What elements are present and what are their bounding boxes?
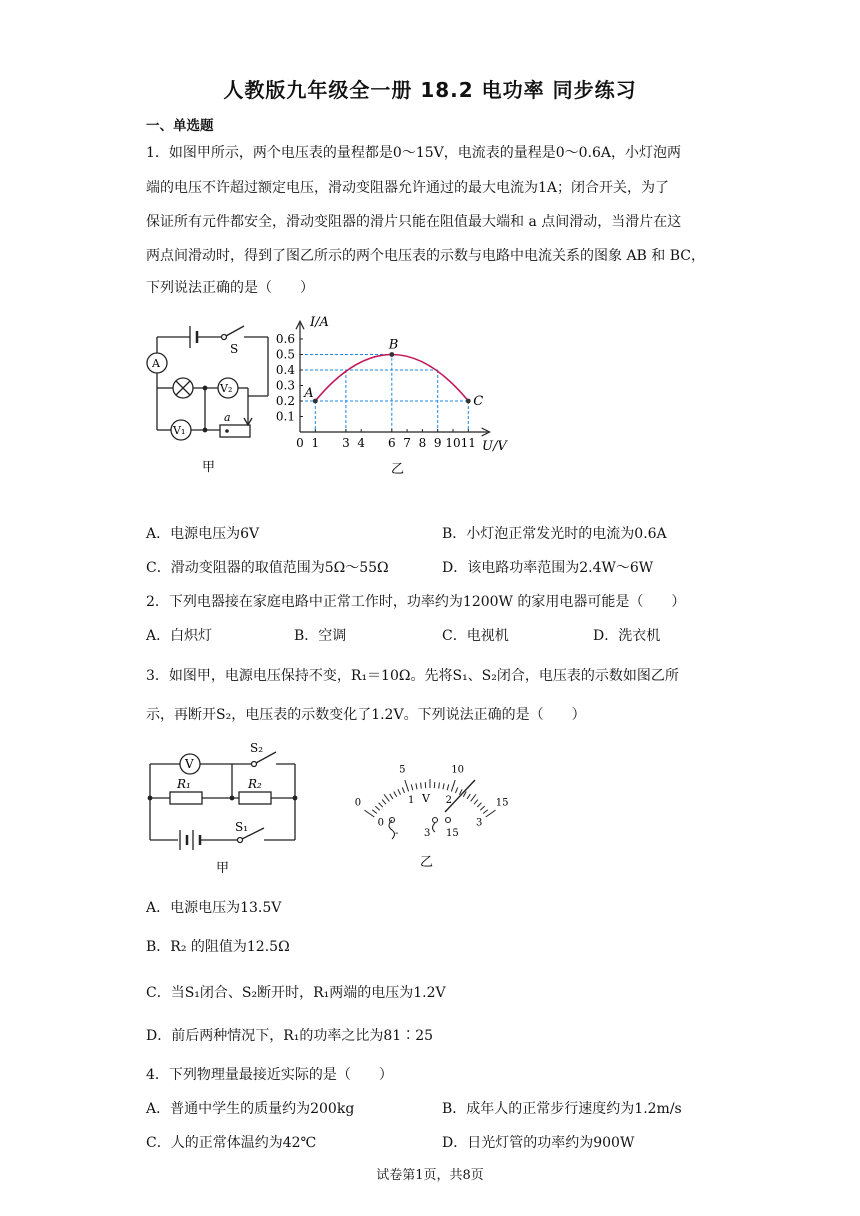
q1-iu-graph (268, 300, 518, 480)
chart-x-tick-label: 6 (387, 436, 396, 450)
meter-tick (398, 789, 401, 794)
v1-label: V₁ (173, 424, 186, 437)
junction-dot (293, 796, 298, 801)
meter-upper-scale-label: 10 (451, 764, 465, 776)
meter-tick (486, 810, 496, 817)
meter-upper-scale-label: 15 (495, 797, 509, 809)
chart-y-tick-label: 0.5 (275, 347, 295, 362)
meter-tick (364, 810, 374, 817)
meter-tick (467, 794, 470, 799)
q3-voltmeter-dial (340, 736, 520, 876)
meter-tick (480, 806, 484, 810)
r2-label: R₂ (248, 777, 262, 791)
q2-option-d: D．洗衣机 (593, 628, 661, 644)
page-title: 人教版九年级全一册 18.2 电功率 同步练习 (223, 78, 637, 102)
q1-option-d: D．该电路功率范围为2.4W～6W (442, 560, 654, 576)
chart-x-tick-label: 7 (403, 436, 411, 450)
figure-caption-jia: 甲 (202, 460, 216, 475)
q2-option-b: B．空调 (294, 628, 347, 644)
meter-lower-scale-label: 3 (475, 817, 483, 829)
q3-line-1: 3．如图甲，电源电压保持不变，R₁＝10Ω。先将S₁、S₂闭合，电压表的示数如图乙所 (146, 668, 679, 684)
meter-tick (390, 794, 393, 799)
meter-tick (384, 794, 389, 801)
chart-x-tick-label: 8 (418, 436, 427, 450)
q2-option-a: A．白炽灯 (146, 628, 213, 644)
q4-option-b: B．成年人的正常步行速度约为1.2m/s (442, 1101, 682, 1117)
meter-tick (443, 783, 444, 789)
r1-label: R₁ (177, 777, 191, 791)
meter-tick (411, 784, 413, 790)
ammeter-label: A (152, 357, 160, 370)
q3-option-c: C．当S₁闭合、S₂断开时，R₁两端的电压为1.2V (146, 985, 446, 1001)
v2-label: V₂ (220, 382, 233, 395)
figure-caption-jia: 甲 (216, 861, 230, 876)
q1-option-c: C．滑动变阻器的取值范围为5Ω～55Ω (146, 560, 389, 576)
chart-point-label: B (388, 337, 399, 353)
junction-dot (203, 428, 208, 433)
meter-tick (455, 787, 457, 793)
q2-option-c: C．电视机 (442, 628, 509, 644)
q4-option-c: C．人的正常体温约为42℃ (146, 1135, 317, 1151)
figure-caption-yi: 乙 (391, 462, 405, 477)
terminal-label-minus: - (395, 828, 399, 839)
meter-tick (394, 791, 397, 796)
junction-dot (230, 796, 235, 801)
section-heading: 一、单选题 (146, 118, 214, 134)
q3-option-d: D．前后两种情况下，R₁的功率之比为81∶25 (146, 1028, 434, 1044)
meter-upper-scale-label: 0 (354, 797, 362, 809)
meter-tick (451, 780, 455, 791)
meter-lower-scale-label: 0 (377, 817, 385, 829)
meter-tick (375, 806, 379, 810)
q1-option-a: A．电源电压为6V (146, 526, 260, 542)
q3-option-a: A．电源电压为13.5V (146, 900, 282, 916)
q4-option-d: D．日光灯管的功率约为900W (442, 1135, 635, 1151)
chart-y-tick-label: 0.2 (275, 394, 295, 408)
q1-line-5: 下列说法正确的是（ ） (146, 280, 314, 296)
meter-lower-scale-label: 2 (445, 795, 453, 807)
chart-point-label: A (304, 386, 314, 401)
meter-tick (421, 783, 422, 789)
chart-x-axis-label: U/V (482, 439, 507, 454)
chart-y-tick-label: 0.3 (275, 378, 295, 393)
meter-tick (439, 783, 440, 789)
meter-tick (477, 803, 481, 807)
q1-line-1: 1．如图甲所示，两个电压表的量程都是0～15V，电流表的量程是0～0.6A，小灯泡两 (146, 145, 682, 161)
figure-caption-yi: 乙 (420, 855, 434, 870)
page-footer: 试卷第1页，共8页 (376, 1168, 484, 1183)
q3-line-2: 示，再断开S₂，电压表的示数变化了1.2V。下列说法正确的是（ ） (146, 707, 586, 723)
terminal-label-3: 3 (424, 828, 431, 839)
meter-tick (416, 783, 417, 789)
q4-text: 4．下列物理量最接近实际的是（ ） (146, 1067, 393, 1083)
meter-lower-scale-label: 1 (407, 795, 415, 807)
chart-point-b (389, 352, 394, 357)
junction-dot (203, 386, 208, 391)
meter-tick (471, 794, 476, 801)
q1-circuit-diagram (140, 312, 275, 482)
chart-y-axis-label: I/A (310, 315, 329, 330)
chart-x-tick-label: 0 (296, 436, 304, 450)
q1-option-b: B．小灯泡正常发光时的电流为0.6A (442, 526, 667, 542)
s2-label: S₂ (250, 741, 264, 755)
chart-y-tick-label: 0.4 (275, 363, 295, 377)
q1-line-4: 两点间滑动时，得到了图乙所示的两个电压表的示数与电路中电流关系的图象 AB 和 BC， (146, 248, 706, 264)
q3-option-b: B．R₂ 的阻值为12.5Ω (146, 939, 290, 955)
q3-circuit-diagram (140, 738, 310, 878)
q4-option-a: A．普通中学生的质量约为200kg (146, 1101, 355, 1117)
q1-line-2: 端的电压不许超过额定电压，滑动变阻器允许通过的最大电流为1A；闭合开关，为了 (146, 180, 670, 196)
meter-tick (402, 787, 404, 793)
meter-tick (405, 780, 409, 791)
chart-point-c (466, 399, 471, 404)
meter-upper-scale-label: 5 (399, 764, 406, 776)
meter-tick (447, 784, 449, 790)
chart-point-label: C (473, 394, 484, 409)
chart-x-tick-label: 4 (357, 436, 366, 450)
meter-tick (372, 810, 377, 814)
meter-tick (382, 800, 386, 805)
meter-unit-label: V (422, 792, 430, 805)
switch-label: S (230, 342, 239, 356)
chart-y-tick-label: 0.1 (275, 409, 295, 424)
chart-x-tick-label: 9 (433, 436, 442, 450)
s1-label: S₁ (235, 820, 249, 834)
chart-y-tick-label: 0.6 (275, 332, 295, 346)
chart-x-tick-label: 1 (311, 436, 320, 450)
q2-text: 2．下列电器接在家庭电路中正常工作时，功率约为1200W 的家用电器可能是（ ） (146, 594, 686, 610)
junction-dot (148, 796, 153, 801)
terminal-label-15: 15 (446, 828, 459, 839)
chart-x-tick-label: 11 (460, 436, 476, 450)
slider-label: a (224, 411, 231, 424)
meter-tick (379, 803, 383, 807)
meter-tick (474, 800, 478, 805)
slider-contact-dot (225, 429, 229, 433)
q1-line-3: 保证所有元件都安全，滑动变阻器的滑片只能在阻值最大端和 a 点间滑动，当滑片在这 (146, 214, 682, 230)
meter-tick (483, 810, 488, 814)
chart-x-tick-label: 10 (445, 436, 461, 450)
voltmeter-label: V (185, 757, 194, 771)
chart-x-tick-label: 3 (342, 436, 350, 450)
